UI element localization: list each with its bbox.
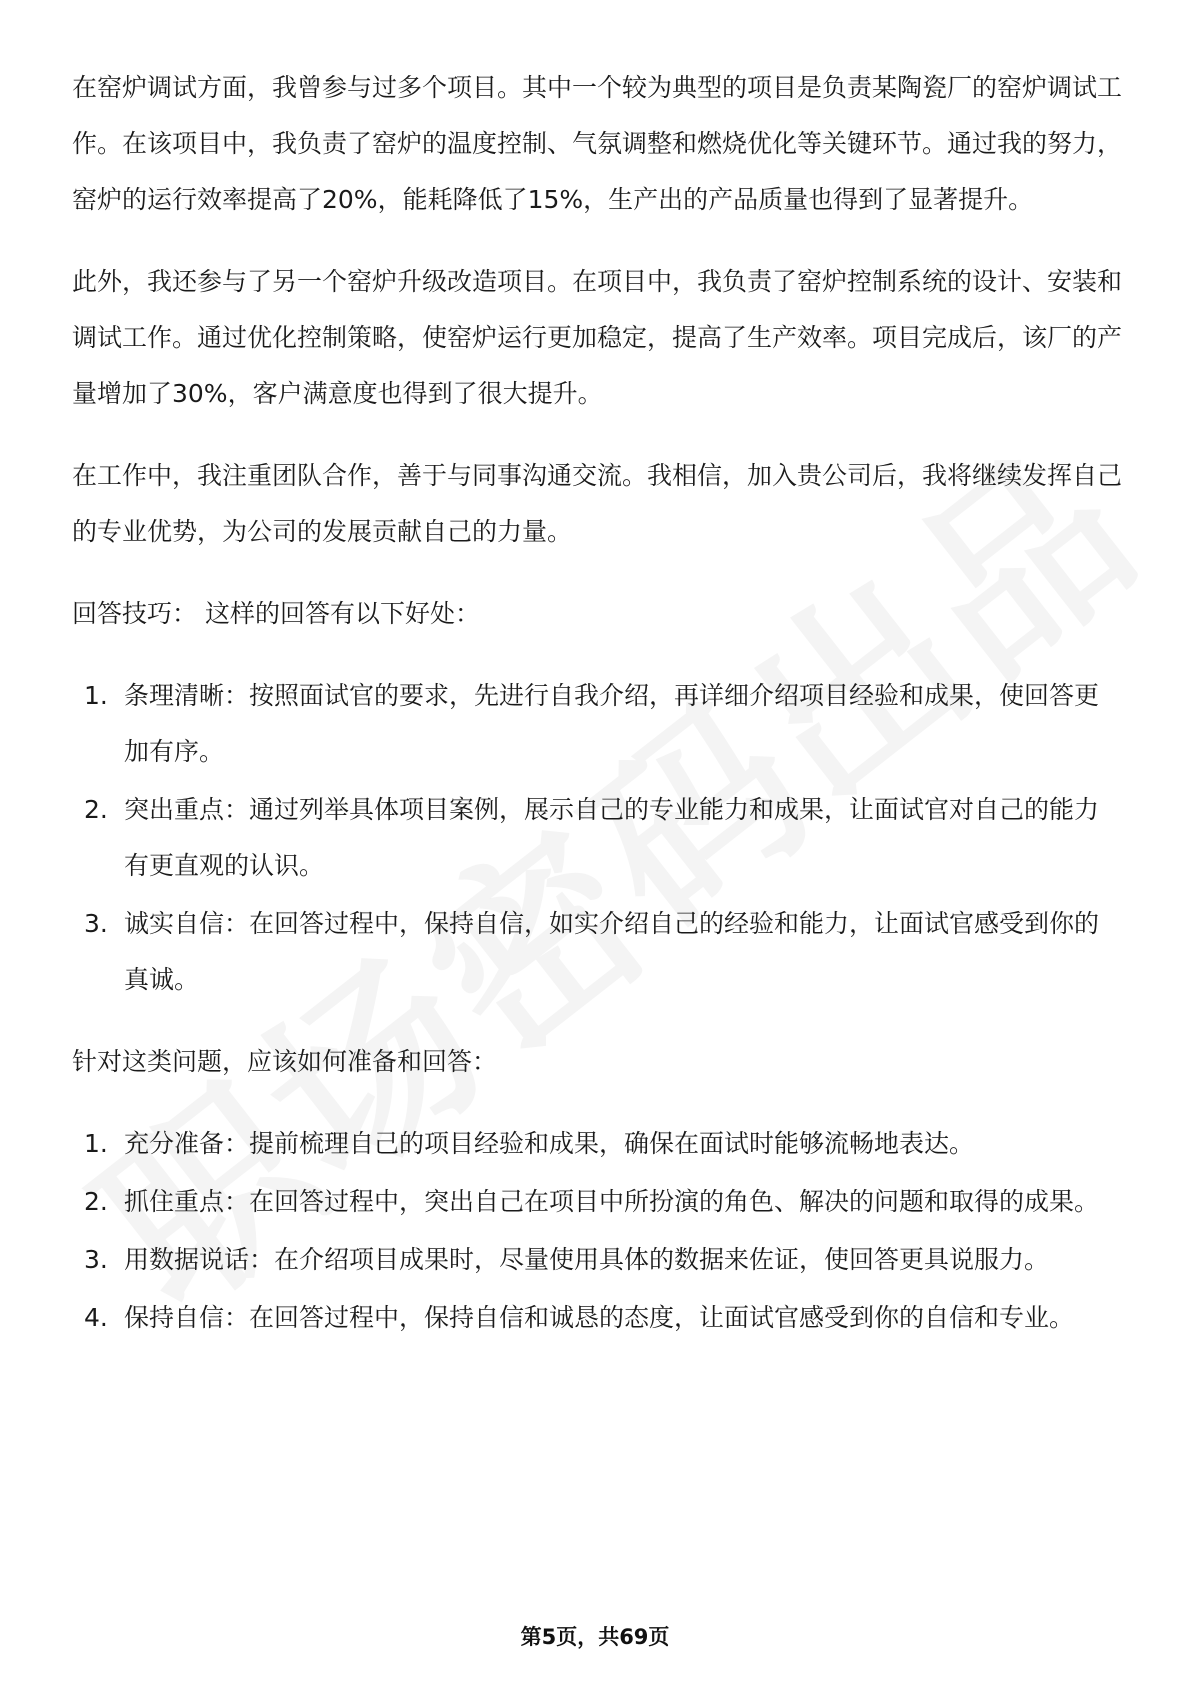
list-item xyxy=(72,668,1122,780)
list-item xyxy=(72,1174,1122,1230)
list-item-text: 条理清晰：按照面试官的要求，先进行自我介绍，再详细介绍项目经验和成果，使回答更加有序。 xyxy=(124,681,1100,766)
list-item xyxy=(72,1116,1122,1172)
list-item xyxy=(72,1232,1122,1288)
list-number: 2. xyxy=(84,1187,108,1216)
list-item xyxy=(72,1290,1122,1346)
tips-list xyxy=(72,668,1122,1008)
list-number: 4. xyxy=(84,1303,108,1332)
list-item-text: 保持自信：在回答过程中，保持自信和诚恳的态度，让面试官感受到你的自信和专业。 xyxy=(124,1303,1075,1332)
list-item-text: 突出重点：通过列举具体项目案例，展示自己的专业能力和成果，让面试官对自己的能力有更直观的认识。 xyxy=(124,795,1100,880)
list-number: 2. xyxy=(84,795,108,824)
list-item-text: 用数据说话：在介绍项目成果时，尽量使用具体的数据来佐证，使回答更具说服力。 xyxy=(124,1245,1050,1274)
list-item-text: 诚实自信：在回答过程中，保持自信，如实介绍自己的经验和能力，让面试官感受到你的真诚。 xyxy=(124,909,1100,994)
paragraph-kiln-upgrade: 此外，我还参与了另一个窑炉升级改造项目。在项目中，我负责了窑炉控制系统的设计、安装和调试工作。通过优化控制策略，使窑炉运行更加稳定，提高了生产效率。项目完成后，该厂的产量增加了30%，客户满意度也得到了很大提升。 xyxy=(72,267,1123,408)
document-body xyxy=(72,60,1122,1372)
list-item-text: 抓住重点：在回答过程中，突出自己在项目中所扮演的角色、解决的问题和取得的成果。 xyxy=(124,1187,1100,1216)
list-number: 3. xyxy=(84,909,108,938)
list-number: 1. xyxy=(84,681,108,710)
list-number: 3. xyxy=(84,1245,108,1274)
tips-heading: 回答技巧： 这样的回答有以下好处： xyxy=(72,599,480,628)
list-item-text: 充分准备：提前梳理自己的项目经验和成果，确保在面试时能够流畅地表达。 xyxy=(124,1129,975,1158)
prep-heading: 针对这类问题，应该如何准备和回答： xyxy=(72,1047,498,1076)
list-number: 1. xyxy=(84,1129,108,1158)
paragraph-kiln-debugging: 在窑炉调试方面，我曾参与过多个项目。其中一个较为典型的项目是负责某陶瓷厂的窑炉调试工作。在该项目中，我负责了窑炉的温度控制、气氛调整和燃烧优化等关键环节。通过我的努力，窑炉的运行效率提高了20%，能耗降低了15%，生产出的产品质量也得到了显著提升。 xyxy=(72,73,1123,214)
list-item xyxy=(72,782,1122,894)
page-number: 第5页，共69页 xyxy=(520,1625,670,1649)
prep-list xyxy=(72,1116,1122,1346)
paragraph-teamwork: 在工作中，我注重团队合作，善于与同事沟通交流。我相信，加入贵公司后，我将继续发挥自己的专业优势，为公司的发展贡献自己的力量。 xyxy=(72,461,1123,546)
list-item xyxy=(72,896,1122,1008)
